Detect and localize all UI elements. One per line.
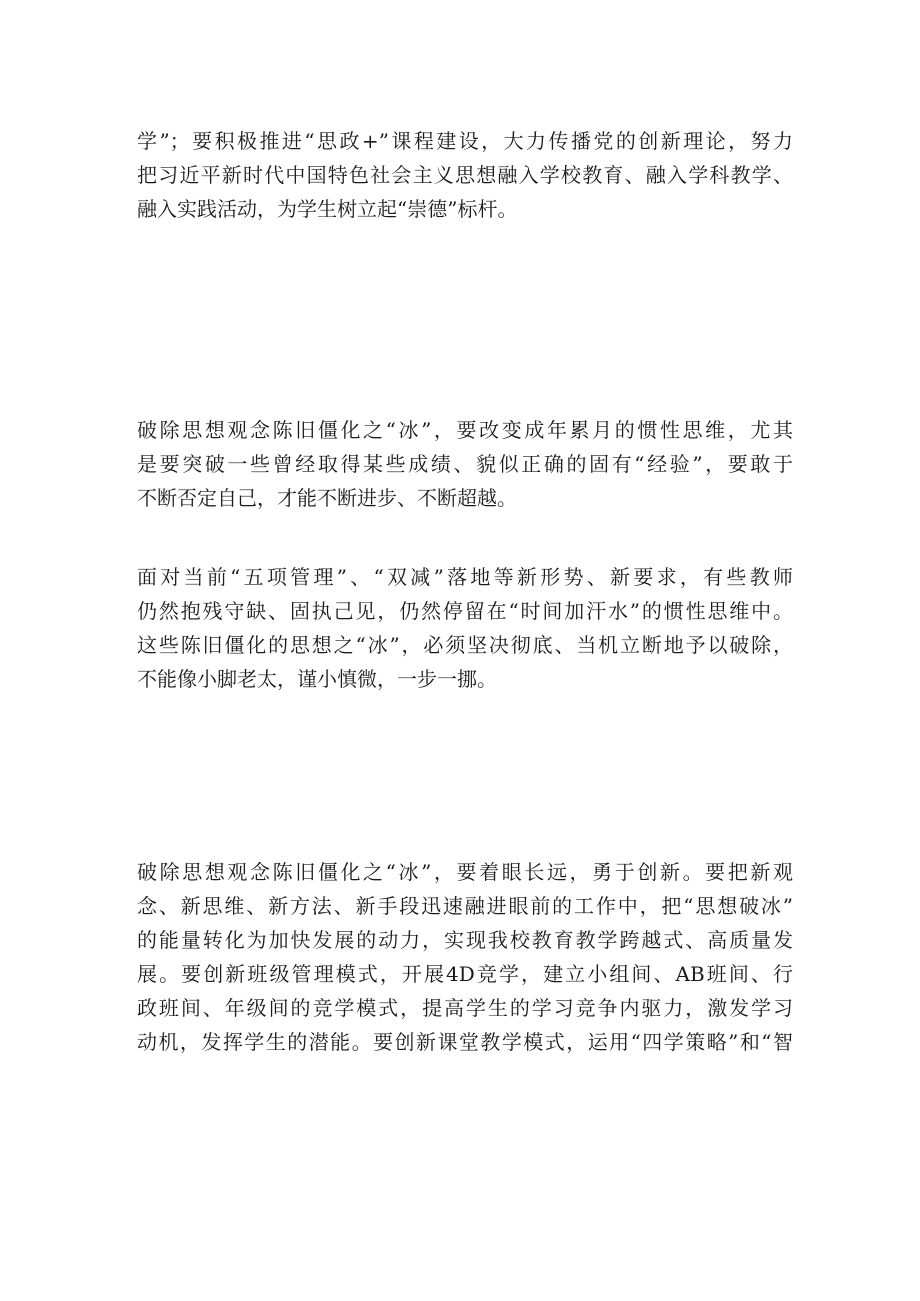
- text-line: 融入实践活动，为学生树立起“崇德”标杆。: [137, 197, 518, 221]
- paragraph: [137, 124, 793, 226]
- text-line: 念、新思维、新方法、新手段迅速融进眼前的工作中，把“思想破冰”: [137, 894, 793, 918]
- text-line: 的能量转化为加快发展的动力，实现我校教育教学跨越式、高质量发: [137, 928, 793, 952]
- paragraph: [137, 413, 793, 515]
- text-line: 这些陈旧僵化的思想之“冰”，必须坚决彻底、当机立断地予以破除，: [137, 633, 793, 657]
- text-line: 是要突破一些曾经取得某些成绩、貌似正确的固有“经验”，要敢于: [137, 452, 793, 476]
- text-line: 仍然抱残守缺、固执己见，仍然停留在“时间加汗水”的惯性思维中。: [137, 599, 793, 623]
- text-line: 把习近平新时代中国特色社会主义思想融入学校教育、融入学科教学、: [137, 163, 793, 187]
- text-line: 动机，发挥学生的潜能。要创新课堂教学模式，运用“四学策略”和“智: [137, 1030, 793, 1054]
- text-line: 面对当前“五项管理”、“双减”落地等新形势、新要求，有些教师: [137, 565, 793, 589]
- text-line: 政班间、年级间的竞学模式，提高学生的学习竞争内驱力，激发学习: [137, 996, 793, 1020]
- text-line: 不断否定自己，才能不断进步、不断超越。: [137, 486, 517, 510]
- text-line: 展。要创新班级管理模式，开展4D竞学，建立小组间、AB班间、行: [137, 962, 793, 986]
- text-line: 破除思想观念陈旧僵化之“冰”，要着眼长远，勇于创新。要把新观: [137, 860, 793, 884]
- text-line: 学”；要积极推进“思政+”课程建设，大力传播党的创新理论，努力: [137, 129, 793, 153]
- paragraph: [137, 855, 793, 1059]
- paragraph: [137, 560, 793, 696]
- text-line: 不能像小脚老太，谨小慎微，一步一挪。: [137, 667, 497, 691]
- text-line: 破除思想观念陈旧僵化之“冰”，要改变成年累月的惯性思维，尤其: [137, 418, 793, 442]
